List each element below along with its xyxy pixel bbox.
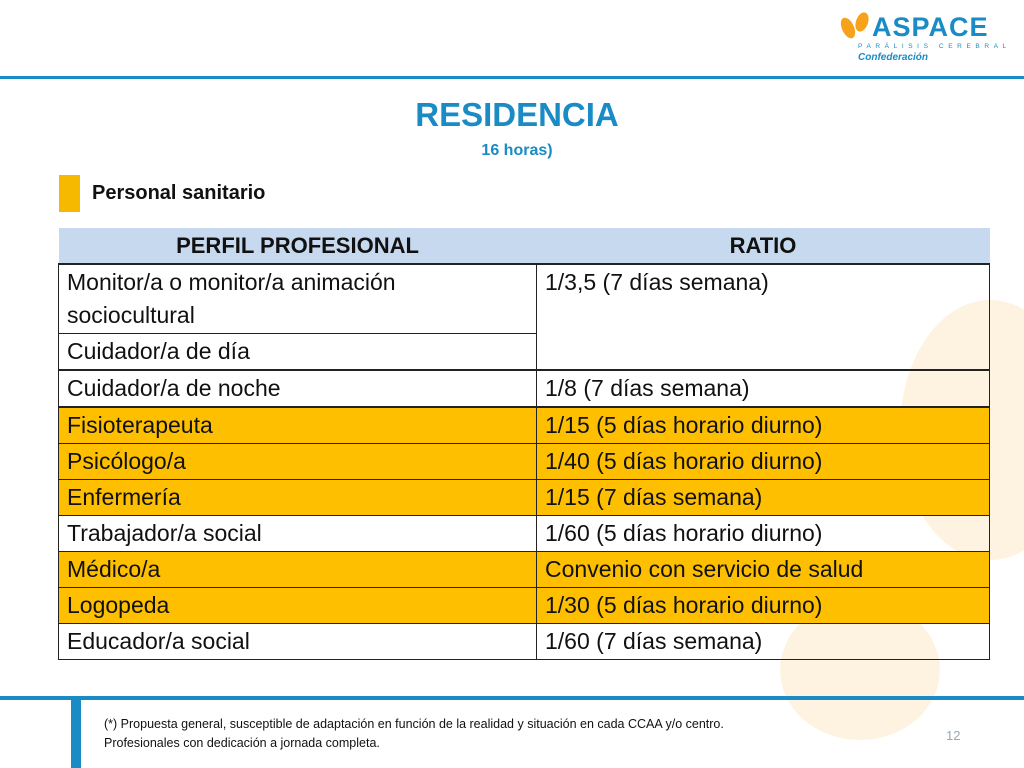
- profile-cell: Cuidador/a de día: [59, 334, 537, 371]
- table-row: [59, 588, 990, 624]
- footnote-line: (*) Propuesta general, susceptible de adaptación en función de la realidad y situación en cada CCAA y/o centro.: [104, 717, 724, 731]
- ratio-cell: 1/60 (5 días horario diurno): [537, 516, 990, 552]
- table-row: [59, 444, 990, 480]
- table-header-row: [59, 228, 990, 264]
- page-number: 12: [946, 728, 961, 743]
- profile-cell: Logopeda: [59, 588, 537, 624]
- section-marker: [59, 175, 80, 212]
- staff-ratio-table: [58, 228, 990, 660]
- table-row: [59, 370, 990, 407]
- logo-subtitle: PARÁLISIS CEREBRAL: [858, 43, 1011, 50]
- ratio-cell: 1/60 (7 días semana): [537, 624, 990, 660]
- page-title: RESIDENCIA: [415, 96, 619, 133]
- footnote: [104, 715, 724, 753]
- profile-cell: Cuidador/a de noche: [59, 370, 537, 407]
- table-row: [59, 552, 990, 588]
- ratio-cell: 1/30 (5 días horario diurno): [537, 588, 990, 624]
- table-row: [59, 264, 990, 334]
- profile-cell: Educador/a social: [59, 624, 537, 660]
- profile-cell: Enfermería: [59, 480, 537, 516]
- footnote-line: Profesionales con dedicación a jornada completa.: [104, 736, 380, 750]
- profile-cell: Fisioterapeuta: [59, 407, 537, 444]
- ratio-cell: 1/8 (7 días semana): [537, 370, 990, 407]
- footer-accent-bar: [71, 700, 81, 768]
- logo-caption: Confederación: [858, 52, 929, 63]
- footer-divider: [0, 696, 1024, 700]
- table-row: [59, 480, 990, 516]
- table-row: [59, 624, 990, 660]
- table-row: [59, 407, 990, 444]
- ratio-cell: 1/15 (7 días semana): [537, 480, 990, 516]
- ratio-cell: 1/15 (5 días horario diurno): [537, 407, 990, 444]
- header-profile: PERFIL PROFESIONAL: [59, 228, 537, 264]
- logo-wordmark: ASPACE: [872, 12, 989, 42]
- profile-cell: Psicólogo/a: [59, 444, 537, 480]
- section-label: Personal sanitario: [92, 182, 266, 204]
- aspace-logo: [836, 10, 1011, 68]
- table-row: [59, 516, 990, 552]
- ratio-cell: Convenio con servicio de salud: [537, 552, 990, 588]
- profile-cell: Médico/a: [59, 552, 537, 588]
- header-divider: [0, 76, 1024, 79]
- profile-cell: Trabajador/a social: [59, 516, 537, 552]
- ratio-cell: 1/3,5 (7 días semana): [537, 264, 990, 370]
- profile-cell: Monitor/a o monitor/a animación sociocultural: [59, 264, 537, 334]
- ratio-cell: 1/40 (5 días horario diurno): [537, 444, 990, 480]
- page-subtitle: 16 horas): [481, 142, 553, 159]
- header-ratio: RATIO: [537, 228, 990, 264]
